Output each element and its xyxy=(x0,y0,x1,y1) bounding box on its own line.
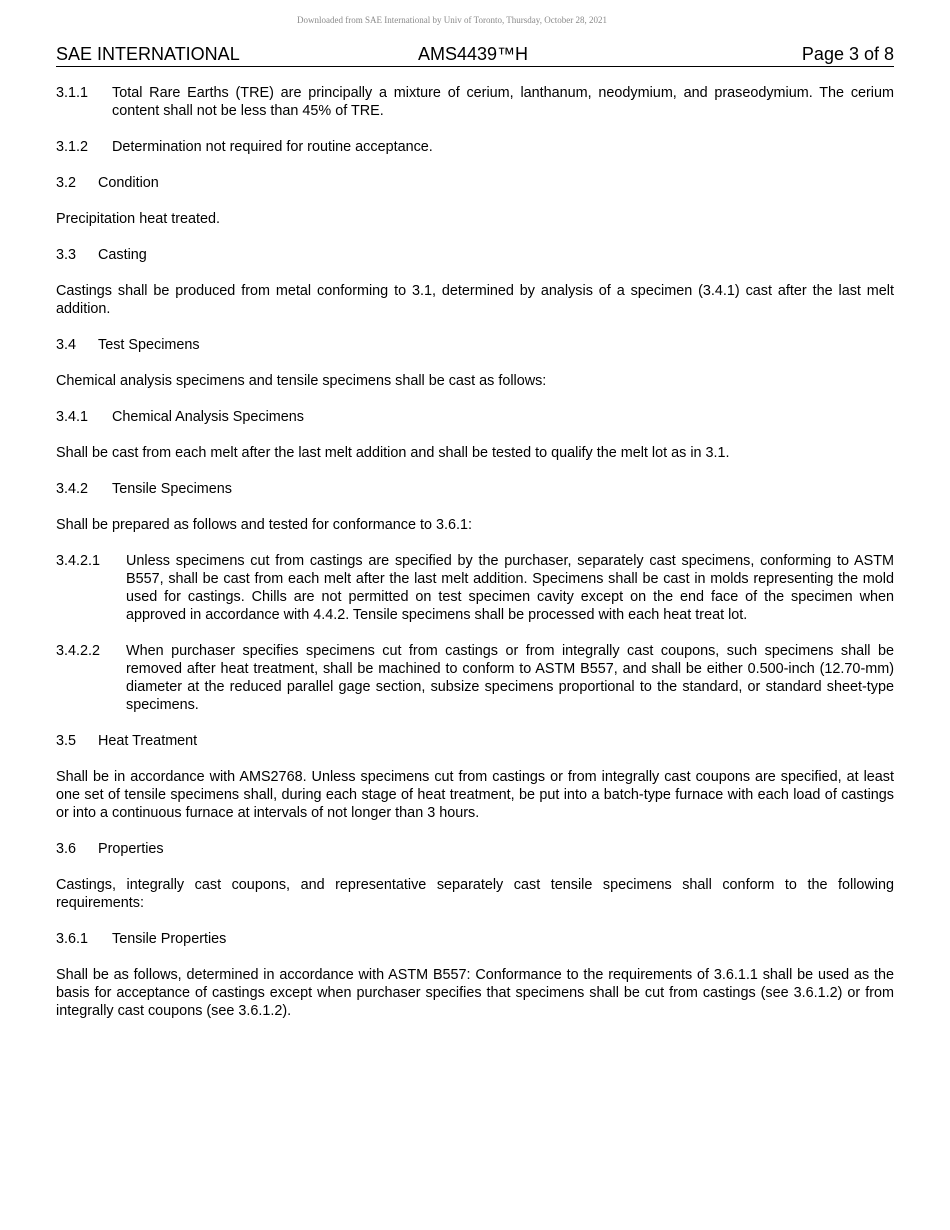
section-3-3-heading xyxy=(56,246,894,264)
header-page-number: Page 3 of 8 xyxy=(801,44,894,64)
section-3-6-body: Castings, integrally cast coupons, and representative separately cast tensile specimens shall conform to the following requirements: xyxy=(56,877,894,911)
section-3-3-body: Castings shall be produced from metal conforming to 3.1, determined by analysis of a specimen (3.4.1) cast after the last melt addition. xyxy=(56,283,894,317)
section-3-4-1-body: Shall be cast from each melt after the last melt addition and shall be tested to qualify the melt lot as in 3.1. xyxy=(56,445,730,461)
section-3-4-body: Chemical analysis specimens and tensile specimens shall be cast as follows: xyxy=(56,373,547,389)
section-text: When purchaser specifies specimens cut from castings or from integrally cast coupons, such specimens shall be removed after heat treatment, shall be machined to conform to ASTM B557, and shall be either 0.500-inch (12.70-mm) diameter at the reduced parallel gage section, subsize specimens proportional to the standard, or standard sheet-type specimens. xyxy=(126,643,894,713)
section-text: Unless specimens cut from castings are specified by the purchaser, separately cast specimens, conforming to ASTM B557, shall be cast from each melt after the last melt addition. Specimens shall be cast in molds representing the mold used for castings. Chills are not permitted on test specimen cavity except on the end face of the specimen when approved in accordance with 4.4.2. Tensile specimens shall be processed with each heat treat lot. xyxy=(126,553,894,623)
section-number: 3.1.1 xyxy=(56,85,89,101)
header-document-id: AMS4439™H xyxy=(418,44,529,64)
section-3-2-heading xyxy=(56,174,894,192)
section-number: 3.2 xyxy=(56,175,77,191)
section-title: Properties xyxy=(98,841,164,857)
section-number: 3.6.1 xyxy=(56,931,89,947)
section-3-6-1-heading xyxy=(56,930,894,948)
section-3-6-1-body: Shall be as follows, determined in accordance with ASTM B557: Conformance to the requirements of 3.6.1.1 shall be used as the basis for acceptance of castings except when purchaser specifies that specimens shall be cut from castings (see 3.6.1.2) or from integrally cast coupons (see 3.6.1.2). xyxy=(56,967,894,1019)
section-3-4-1-heading xyxy=(56,408,894,426)
section-text: Total Rare Earths (TRE) are principally a mixture of cerium, lanthanum, neodymium, and praseodymium. The cerium content shall not be less than 45% of TRE. xyxy=(112,85,894,119)
section-3-1-1 xyxy=(56,84,894,120)
section-3-6-heading xyxy=(56,840,894,858)
page-header xyxy=(56,44,894,67)
section-title: Tensile Specimens xyxy=(112,481,232,497)
section-title: Heat Treatment xyxy=(98,733,198,749)
section-title: Tensile Properties xyxy=(112,931,227,947)
section-number: 3.3 xyxy=(56,247,77,263)
section-number: 3.4.2 xyxy=(56,481,89,497)
document-body xyxy=(56,84,894,1038)
section-3-4-2-2 xyxy=(56,642,894,714)
section-number: 3.4.2.2 xyxy=(56,643,101,659)
section-number: 3.5 xyxy=(56,733,77,749)
section-3-1-2 xyxy=(56,138,894,156)
header-organization: SAE INTERNATIONAL xyxy=(56,44,240,64)
section-3-4-2-body: Shall be prepared as follows and tested for conformance to 3.6.1: xyxy=(56,517,472,533)
section-title: Condition xyxy=(98,175,159,191)
section-number: 3.4 xyxy=(56,337,77,353)
section-3-4-2-heading xyxy=(56,480,894,498)
section-3-5-body: Shall be in accordance with AMS2768. Unless specimens cut from castings or from integrally cast coupons are specified, at least one set of tensile specimens shall, during each stage of heat treatment, be put into a batch-type furnace with each load of castings or into a continuous furnace at intervals of not longer than 3 hours. xyxy=(56,769,894,821)
section-title: Test Specimens xyxy=(98,337,200,353)
section-number: 3.4.2.1 xyxy=(56,553,101,569)
section-text: Determination not required for routine acceptance. xyxy=(112,139,433,155)
section-title: Chemical Analysis Specimens xyxy=(112,409,304,425)
section-title: Casting xyxy=(98,247,147,263)
section-3-2-body: Precipitation heat treated. xyxy=(56,211,220,227)
section-number: 3.1.2 xyxy=(56,139,89,155)
section-3-5-heading xyxy=(56,732,894,750)
section-3-4-heading xyxy=(56,336,894,354)
section-number: 3.6 xyxy=(56,841,77,857)
download-watermark: Downloaded from SAE International by Univ of Toronto, Thursday, October 28, 2021 xyxy=(297,15,607,25)
section-number: 3.4.1 xyxy=(56,409,89,425)
section-3-4-2-1 xyxy=(56,552,894,624)
